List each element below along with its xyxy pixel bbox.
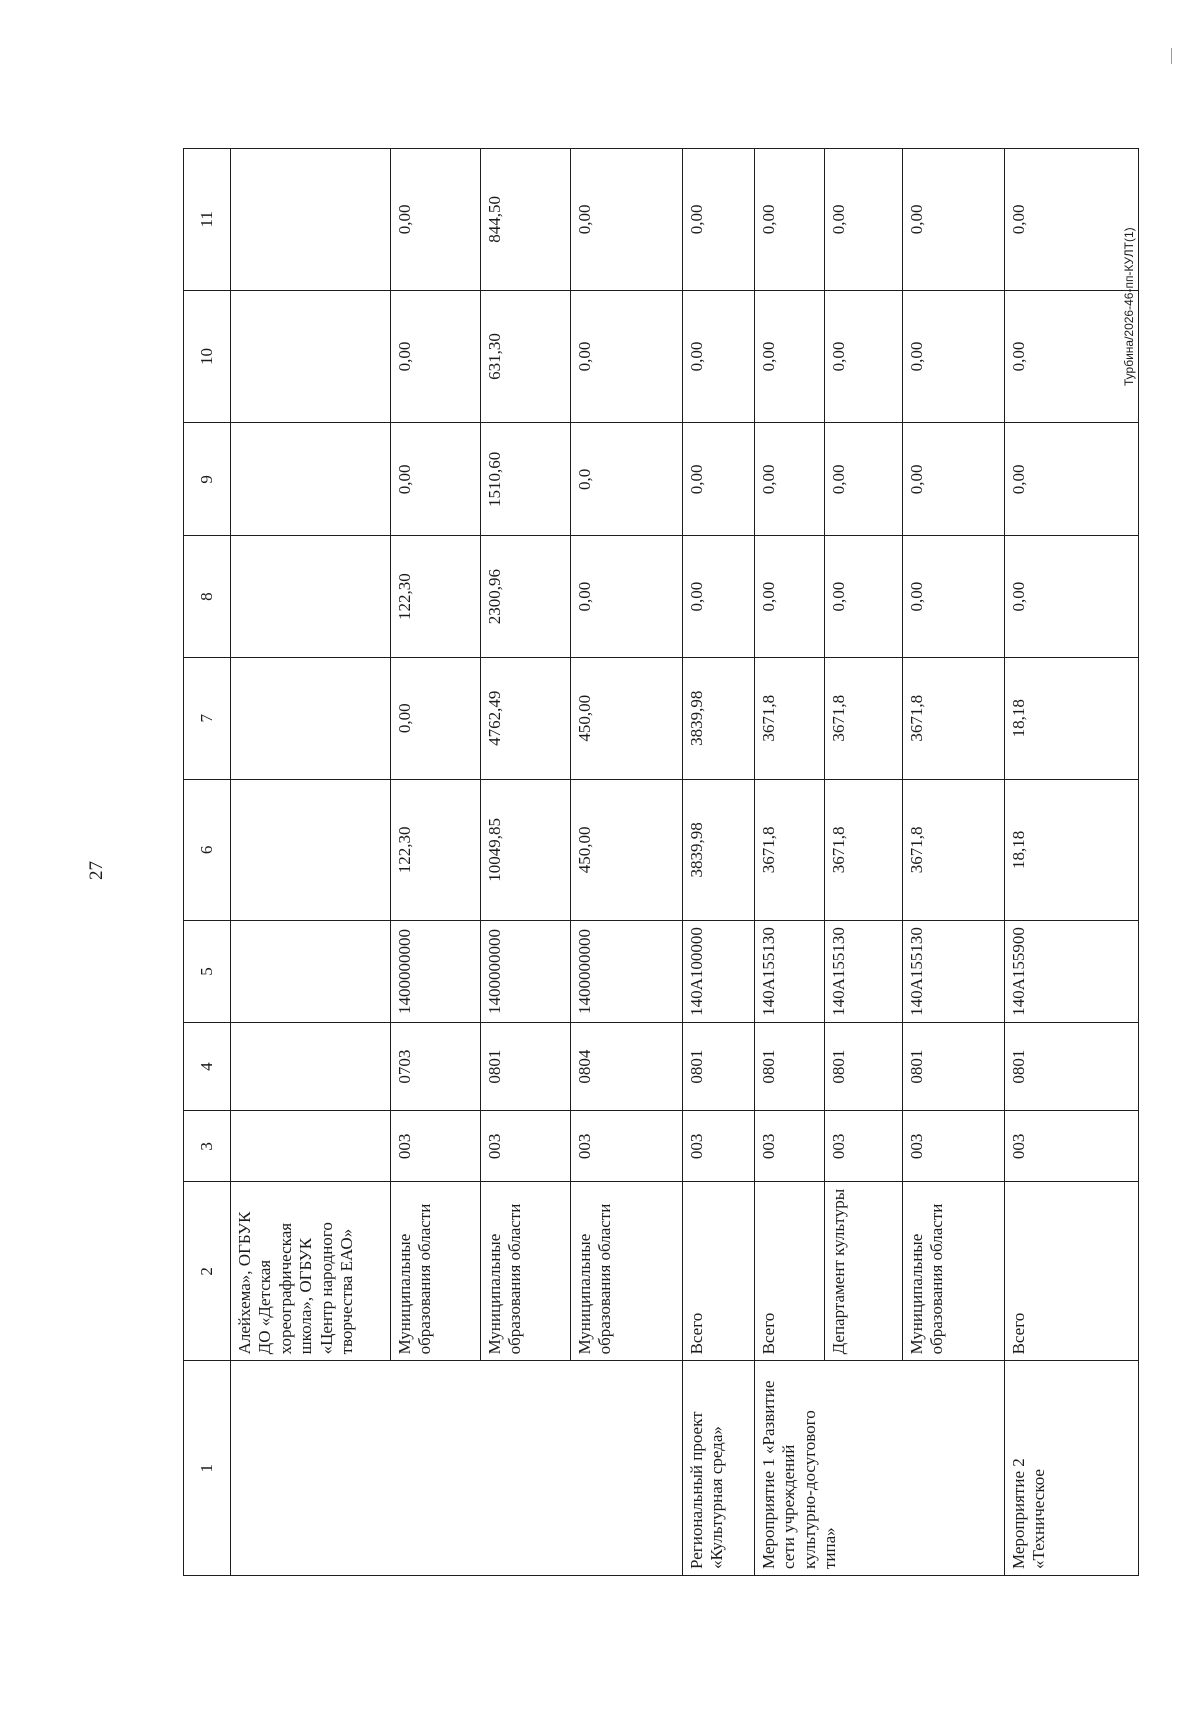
- cell-section: 0801: [825, 1022, 903, 1110]
- cell-target: 1400000000: [571, 921, 683, 1023]
- cell-col11: 0,00: [683, 149, 755, 291]
- cell-col7: 4762,49: [481, 657, 571, 779]
- cell-target: 140A155130: [825, 921, 903, 1023]
- cell-executor: Муниципальные образования области: [571, 1182, 683, 1361]
- cell-col9: 0,00: [1005, 423, 1139, 536]
- cell-grbs: 003: [825, 1111, 903, 1182]
- cell-col11: 0,00: [903, 149, 1005, 291]
- cell-col10: 0,00: [755, 290, 825, 423]
- cell-col8: 0,00: [571, 536, 683, 658]
- cell-col9: 0,00: [391, 423, 481, 536]
- cell-executor: Муниципальные образования области: [391, 1182, 481, 1361]
- cell-section: 0804: [571, 1022, 683, 1110]
- cell-col8: 0,00: [903, 536, 1005, 658]
- cell-col7: 18,18: [1005, 657, 1139, 779]
- cell-col9: 1510,60: [481, 423, 571, 536]
- cell-section: 0801: [1005, 1022, 1139, 1110]
- cell-executor: Муниципальные образования области: [903, 1182, 1005, 1361]
- cell-col8: [231, 536, 391, 658]
- cell-grbs: 003: [683, 1111, 755, 1182]
- header-cell: 3: [184, 1111, 231, 1182]
- cell-col11: 0,00: [391, 149, 481, 291]
- cell-target: 1400000000: [481, 921, 571, 1023]
- cell-col11: 0,00: [1005, 149, 1139, 291]
- cell-col8: 0,00: [683, 536, 755, 658]
- cell-section: [231, 1022, 391, 1110]
- cell-grbs: 003: [755, 1111, 825, 1182]
- cell-col10: [231, 290, 391, 423]
- cell-col8: 0,00: [1005, 536, 1139, 658]
- table-row: [755, 149, 825, 1576]
- cell-col8: 122,30: [391, 536, 481, 658]
- cell-col9: [231, 423, 391, 536]
- cell-col7: [231, 657, 391, 779]
- header-cell: 8: [184, 536, 231, 658]
- cell-col8: 0,00: [755, 536, 825, 658]
- header-row: [184, 149, 231, 1576]
- cell-total: 3671,8: [755, 779, 825, 921]
- cell-col9: 0,0: [571, 423, 683, 536]
- cell-col11: 0,00: [825, 149, 903, 291]
- cell-col11: 0,00: [755, 149, 825, 291]
- cell-col10: 631,30: [481, 290, 571, 423]
- cell-measure: [231, 1361, 683, 1576]
- cell-col7: 3671,8: [903, 657, 1005, 779]
- cell-executor: Всего: [755, 1182, 825, 1361]
- cell-col10: 0,00: [683, 290, 755, 423]
- cell-executor: Департамент культуры: [825, 1182, 903, 1361]
- header-cell: 9: [184, 423, 231, 536]
- cell-col10: 0,00: [571, 290, 683, 423]
- cell-grbs: 003: [481, 1111, 571, 1182]
- cell-section: 0801: [903, 1022, 1005, 1110]
- cell-col8: 2300,96: [481, 536, 571, 658]
- cell-executor: Всего: [1005, 1182, 1139, 1361]
- cell-col11: 844,50: [481, 149, 571, 291]
- cell-target: 140A100000: [683, 921, 755, 1023]
- cell-total: 3671,8: [903, 779, 1005, 921]
- cell-col10: 0,00: [825, 290, 903, 423]
- cell-col10: 0,00: [903, 290, 1005, 423]
- header-cell: 5: [184, 921, 231, 1023]
- cell-grbs: 003: [571, 1111, 683, 1182]
- cell-col7: 0,00: [391, 657, 481, 779]
- rotated-table-frame: [183, 148, 1131, 1576]
- cell-col10: 0,00: [391, 290, 481, 423]
- cell-grbs: [231, 1111, 391, 1182]
- header-cell: 2: [184, 1182, 231, 1361]
- cell-section: 0801: [481, 1022, 571, 1110]
- header-cell: 6: [184, 779, 231, 921]
- cell-section: 0801: [755, 1022, 825, 1110]
- cell-total: 3671,8: [825, 779, 903, 921]
- cell-executor: Всего: [683, 1182, 755, 1361]
- cell-col9: 0,00: [683, 423, 755, 536]
- cell-executor: Муниципальные образования области: [481, 1182, 571, 1361]
- cell-section: 0703: [391, 1022, 481, 1110]
- cell-col11: [231, 149, 391, 291]
- table-row: [231, 149, 391, 1576]
- page-number: 27: [86, 861, 107, 880]
- cell-measure: Мероприятие 2 «Техническое: [1005, 1361, 1139, 1576]
- cell-col7: 3671,8: [755, 657, 825, 779]
- scan-mark: [1171, 48, 1172, 64]
- header-cell: 7: [184, 657, 231, 779]
- cell-col7: 450,00: [571, 657, 683, 779]
- header-cell: 11: [184, 149, 231, 291]
- cell-grbs: 003: [1005, 1111, 1139, 1182]
- cell-col11: 0,00: [571, 149, 683, 291]
- table-row: [1005, 149, 1139, 1576]
- table-row: [683, 149, 755, 1576]
- cell-col9: 0,00: [825, 423, 903, 536]
- header-cell: 10: [184, 290, 231, 423]
- cell-col9: 0,00: [755, 423, 825, 536]
- cell-total: [231, 779, 391, 921]
- cell-col8: 0,00: [825, 536, 903, 658]
- header-cell: 4: [184, 1022, 231, 1110]
- cell-total: 450,00: [571, 779, 683, 921]
- cell-measure: Мероприятие 1 «Развитие сети учреждений культурно-досугового типа»: [755, 1361, 1005, 1576]
- cell-col9: 0,00: [903, 423, 1005, 536]
- cell-target: [231, 921, 391, 1023]
- cell-total: 10049,85: [481, 779, 571, 921]
- cell-executor: Алейхема», ОГБУК ДО «Детская хореографическая школа», ОГБУК «Центр народного творчества ЕАО»: [231, 1182, 391, 1361]
- cell-grbs: 003: [903, 1111, 1005, 1182]
- cell-col7: 3671,8: [825, 657, 903, 779]
- document-code: Турбина/2026-46-пп-КУЛТ(1): [1122, 227, 1136, 386]
- cell-target: 140A155130: [903, 921, 1005, 1023]
- cell-measure: Региональный проект «Культурная среда»: [683, 1361, 755, 1576]
- budget-table: [183, 148, 1139, 1576]
- header-cell: 1: [184, 1361, 231, 1576]
- cell-col10: 0,00: [1005, 290, 1139, 423]
- cell-target: 140A155130: [755, 921, 825, 1023]
- cell-total: 122,30: [391, 779, 481, 921]
- cell-section: 0801: [683, 1022, 755, 1110]
- cell-grbs: 003: [391, 1111, 481, 1182]
- cell-target: 140A155900: [1005, 921, 1139, 1023]
- cell-total: 3839,98: [683, 779, 755, 921]
- cell-col7: 3839,98: [683, 657, 755, 779]
- cell-total: 18,18: [1005, 779, 1139, 921]
- cell-target: 1400000000: [391, 921, 481, 1023]
